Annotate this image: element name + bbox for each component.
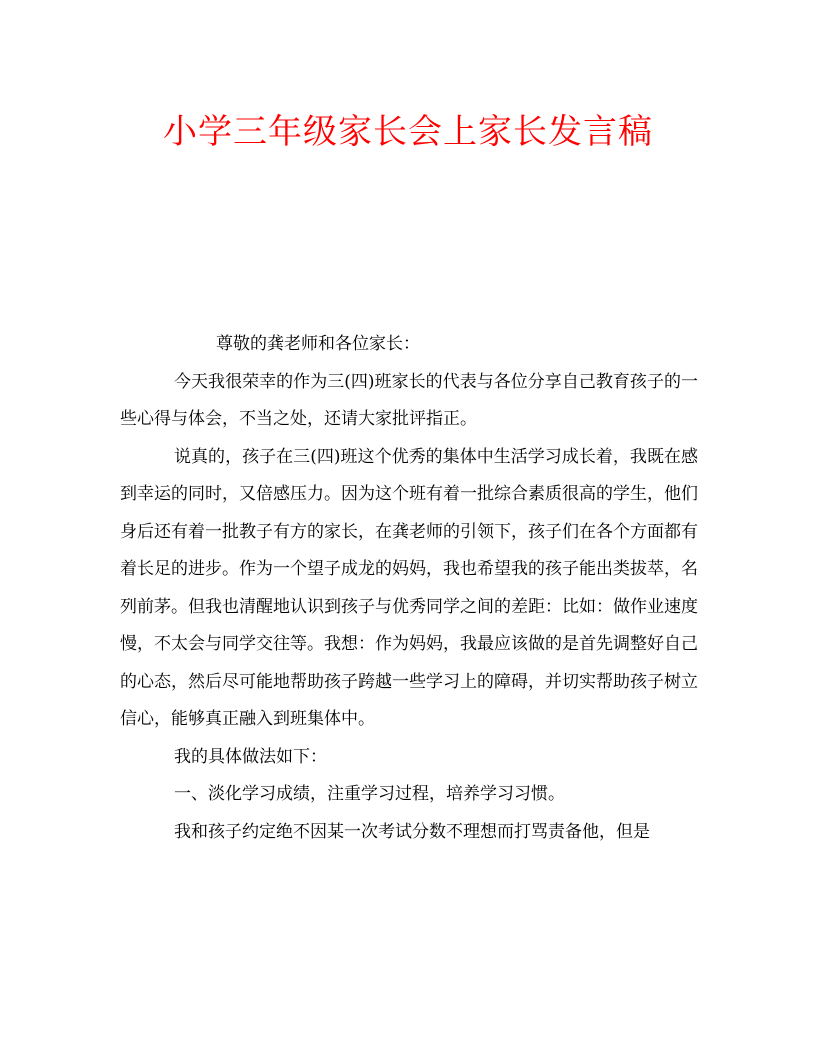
body-paragraph: 我的具体做法如下： bbox=[174, 746, 327, 767]
body-paragraph: 今天我很荣幸的作为三(四)班家长的代表与各位分享自己教育孩子的一些心得与体会，不当之处，还请大家批评指正。 bbox=[120, 371, 698, 429]
body-paragraph: 我和孩子约定绝不因某一次考试分数不理想而打骂责备他，但是 bbox=[174, 821, 650, 842]
body-paragraph: 说真的，孩子在三(四)班这个优秀的集体中生活学习成长着，我既在感到幸运的同时，又倍感压力。因为这个班有着一批综合素质很高的学生，他们身后还有着一批教子有方的家长，在龚老师的引领下，孩子们在各个方面都有着长足的进步。作为一个望子成龙的妈妈，我也希望我的孩子能出类拔萃，名列前茅。但我也清醒地认识到孩子与优秀同学之间的差距：比如：做作业速度慢，不太会与同学交往等。我想：作为妈妈，我最应该做的是首先调整好自己的心态，然后尽可能地帮助孩子跨越一些学习上的障碍，并切实帮助孩子树立信心，能够真正融入到班集体中。 bbox=[120, 446, 698, 729]
salutation-paragraph: 尊敬的龚老师和各位家长： bbox=[216, 334, 420, 354]
section-heading: 一、淡化学习成绩，注重学习过程，培养学习习惯。 bbox=[174, 784, 565, 804]
document-body bbox=[120, 326, 698, 851]
document-title: 小学三年级家长会上家长发言稿 bbox=[163, 112, 653, 152]
